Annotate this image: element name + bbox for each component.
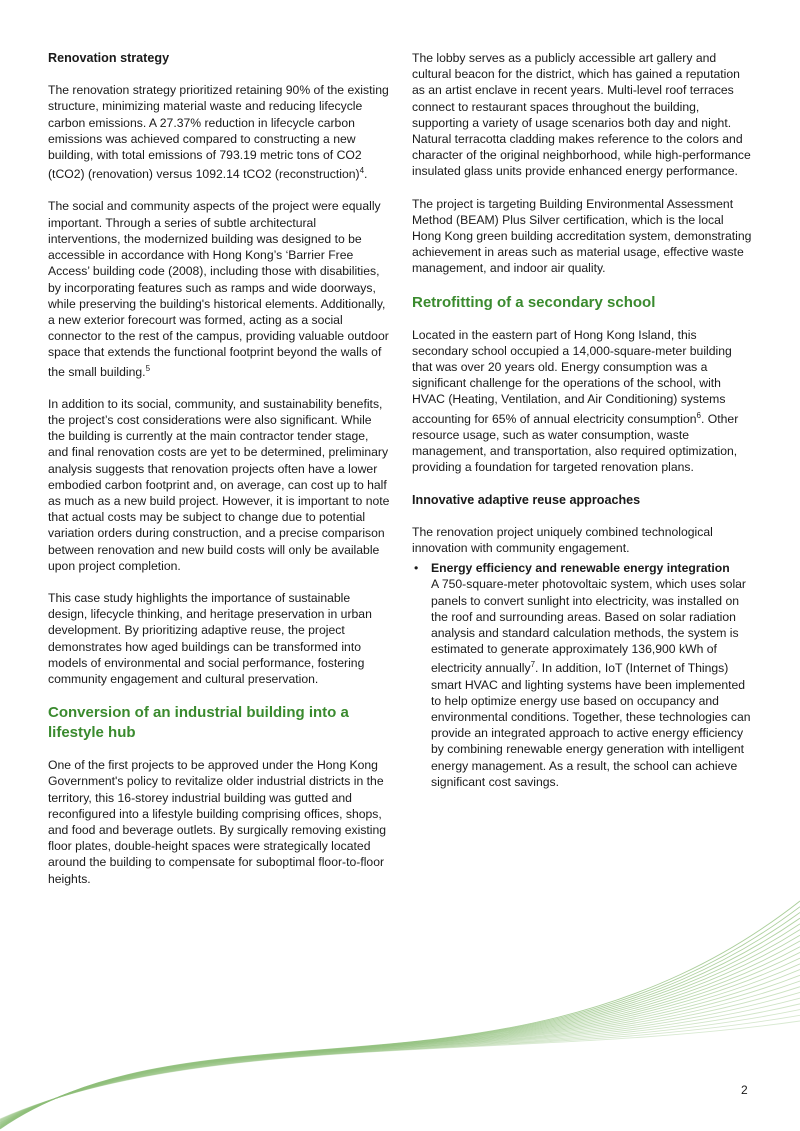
wave-line bbox=[0, 952, 800, 1124]
heading-renovation-strategy: Renovation strategy bbox=[48, 51, 170, 65]
list-item-energy-efficiency bbox=[412, 560, 754, 790]
footnote-ref-7: 7 bbox=[530, 660, 536, 670]
wave-line bbox=[0, 930, 800, 1127]
paragraph-lobby bbox=[412, 50, 754, 131]
paragraph-text: Located in the eastern part of Hong Kong Island, this secondary school occupied a 14,000-square-meter building that was over 20 years old. Energy consumption was a significant challenge for the operations of the school, with HVAC (Heating, Ventilation, and Air Conditioning) systems accounting for 65% of annual electricity consumption bbox=[412, 327, 732, 426]
paragraph-school-energy bbox=[412, 327, 754, 476]
footnote-ref-5: 5 bbox=[145, 363, 151, 373]
paragraph-industrial-building: One of the first projects to be approved under the Hong Kong Government's policy to revitalize older industrial districts in the territory, this 16-storey industrial building was gutted and reconfigured into a lifestyle building comprising offices, shops, and food and beverage outlets. By surgically removing existing floor plates, double-height spaces were strategically located around the building to compensate for suboptimal floor-to-floor heights. bbox=[48, 758, 387, 886]
decorative-wave-lines bbox=[0, 871, 800, 1131]
right-column bbox=[412, 50, 754, 790]
footnote-ref-6: 6 bbox=[696, 410, 701, 420]
wave-line bbox=[0, 1004, 800, 1121]
paragraph-text-cont: . Other resource usage, such as water consumption, waste management, and transportation, also required optimization, providing a foundation for targeted renovation plans. bbox=[412, 411, 739, 475]
wave-line bbox=[0, 1021, 800, 1119]
bullet-title: Energy efficiency and renewable energy integration bbox=[431, 561, 730, 576]
wave-line bbox=[0, 941, 800, 1126]
paragraph-cost-considerations: In addition to its social, community, and sustainability benefits, the project’s cost considerations were also significant. While the building is currently at the main contractor tender stage, and final renovation costs are yet to be determined, preliminary analysis suggests that renovation projects often have a lower embodied carbon footprint and, on average, can cost up to half as much as a new build project. However, it is important to note that actual costs may be subject to change due to potential variation orders during construction, and a precise comparison between renovation and new build costs will only be available upon project completion. bbox=[48, 396, 390, 573]
paragraph-renovation-intro: The renovation project uniquely combined technological innovation with community engagement. bbox=[412, 524, 713, 555]
paragraph-text: The lobby serves as a publicly accessible art gallery and cultural beacon for the district, which has gained a reputation as an artist enclave in recent years. Multi-level roof terraces connect to restaurant spaces throughout the building, supporting a variety of usage scenarios both day and night. bbox=[412, 51, 740, 130]
paragraph-end: . bbox=[364, 167, 368, 182]
bullet-text: A 750-square-meter photovoltaic system, which uses solar panels to convert sunlight into electricity, was installed on the roof and surrounding areas. Based on solar radiation analysis and standard calculation methods, the system is estimated to generate approximately 136,900 kWh of electricity annually bbox=[431, 577, 746, 676]
wave-line bbox=[0, 947, 800, 1125]
wave-line bbox=[0, 981, 800, 1122]
heading-industrial-conversion: Conversion of an industrial building into a lifestyle hub bbox=[48, 704, 349, 742]
footnote-ref-4: 4 bbox=[359, 166, 365, 176]
paragraph-text: The renovation strategy prioritized retaining 90% of the existing structure, minimizing material waste and reducing lifecycle carbon emissions. A 27.37% reduction in lifecycle carbon emissions was achieved compared to constructing a new building, with total emissions of 793.19 metric tons of CO2 (tCO2) (renovation) versus 1092.14 tCO2 (reconstruction) bbox=[48, 83, 389, 182]
wave-line bbox=[0, 935, 800, 1126]
heading-adaptive-reuse: Innovative adaptive reuse approaches bbox=[412, 492, 641, 507]
paragraph-case-study-summary: This case study highlights the importance of sustainable design, lifecycle thinking, and heritage preservation in urban development. By prioritizing adaptive reuse, the project demonstrates how aged buildings can be transformed into models of environmental and social performance, fostering community engagement and cultural preservation. bbox=[48, 591, 372, 687]
heading-secondary-school: Retrofitting of a secondary school bbox=[412, 293, 656, 311]
wave-line bbox=[0, 1015, 800, 1119]
left-column bbox=[48, 50, 390, 903]
paragraph-terracotta: Natural terracotta cladding makes reference to the colors and character of the original neighborhood, while high-performance insulated glass units provide enhanced energy performance. bbox=[412, 132, 751, 179]
bullet-text-cont: . In addition, IoT (Internet of Things) smart HVAC and lighting systems have been implemented to help optimize energy use based on occupancy and environmental conditions. Together, these technologies can provide an integrated approach to active energy efficiency by combining renewable energy generation with intelligent energy management. As a result, the school can achieve significant cost savings. bbox=[431, 661, 751, 789]
paragraph-social-community bbox=[48, 198, 390, 379]
paragraph-text: The social and community aspects of the project were equally important. Through a series of subtle architectural interventions, the modernized building was designed to be accessible in accordance with Hong Kong’s ‘Barrier Free Access’ building code (2008), including those with disabilities, by incorporating features such as ramps and wide doorways, while preserving the building's historical elements. Additionally, a new exterior forecourt was formed, acting as a social connector to the rest of the campus, providing valuable outdoor space that extends the functional footprint beyond the walls of the small building. bbox=[48, 199, 389, 379]
bullet-icon: • bbox=[414, 561, 419, 576]
paragraph-beam-plus: The project is targeting Building Environmental Assessment Method (BEAM) Plus Silver certification, which is the local Hong Kong green building accreditation system, demonstrating achievement in areas such as material usage, effective waste management, and indoor air quality. bbox=[412, 196, 752, 276]
page-number: 2 bbox=[741, 1083, 748, 1097]
paragraph-renovation-emissions bbox=[48, 82, 390, 182]
wave-line bbox=[0, 901, 800, 1129]
wave-line bbox=[0, 987, 800, 1122]
wave-line bbox=[0, 998, 800, 1121]
